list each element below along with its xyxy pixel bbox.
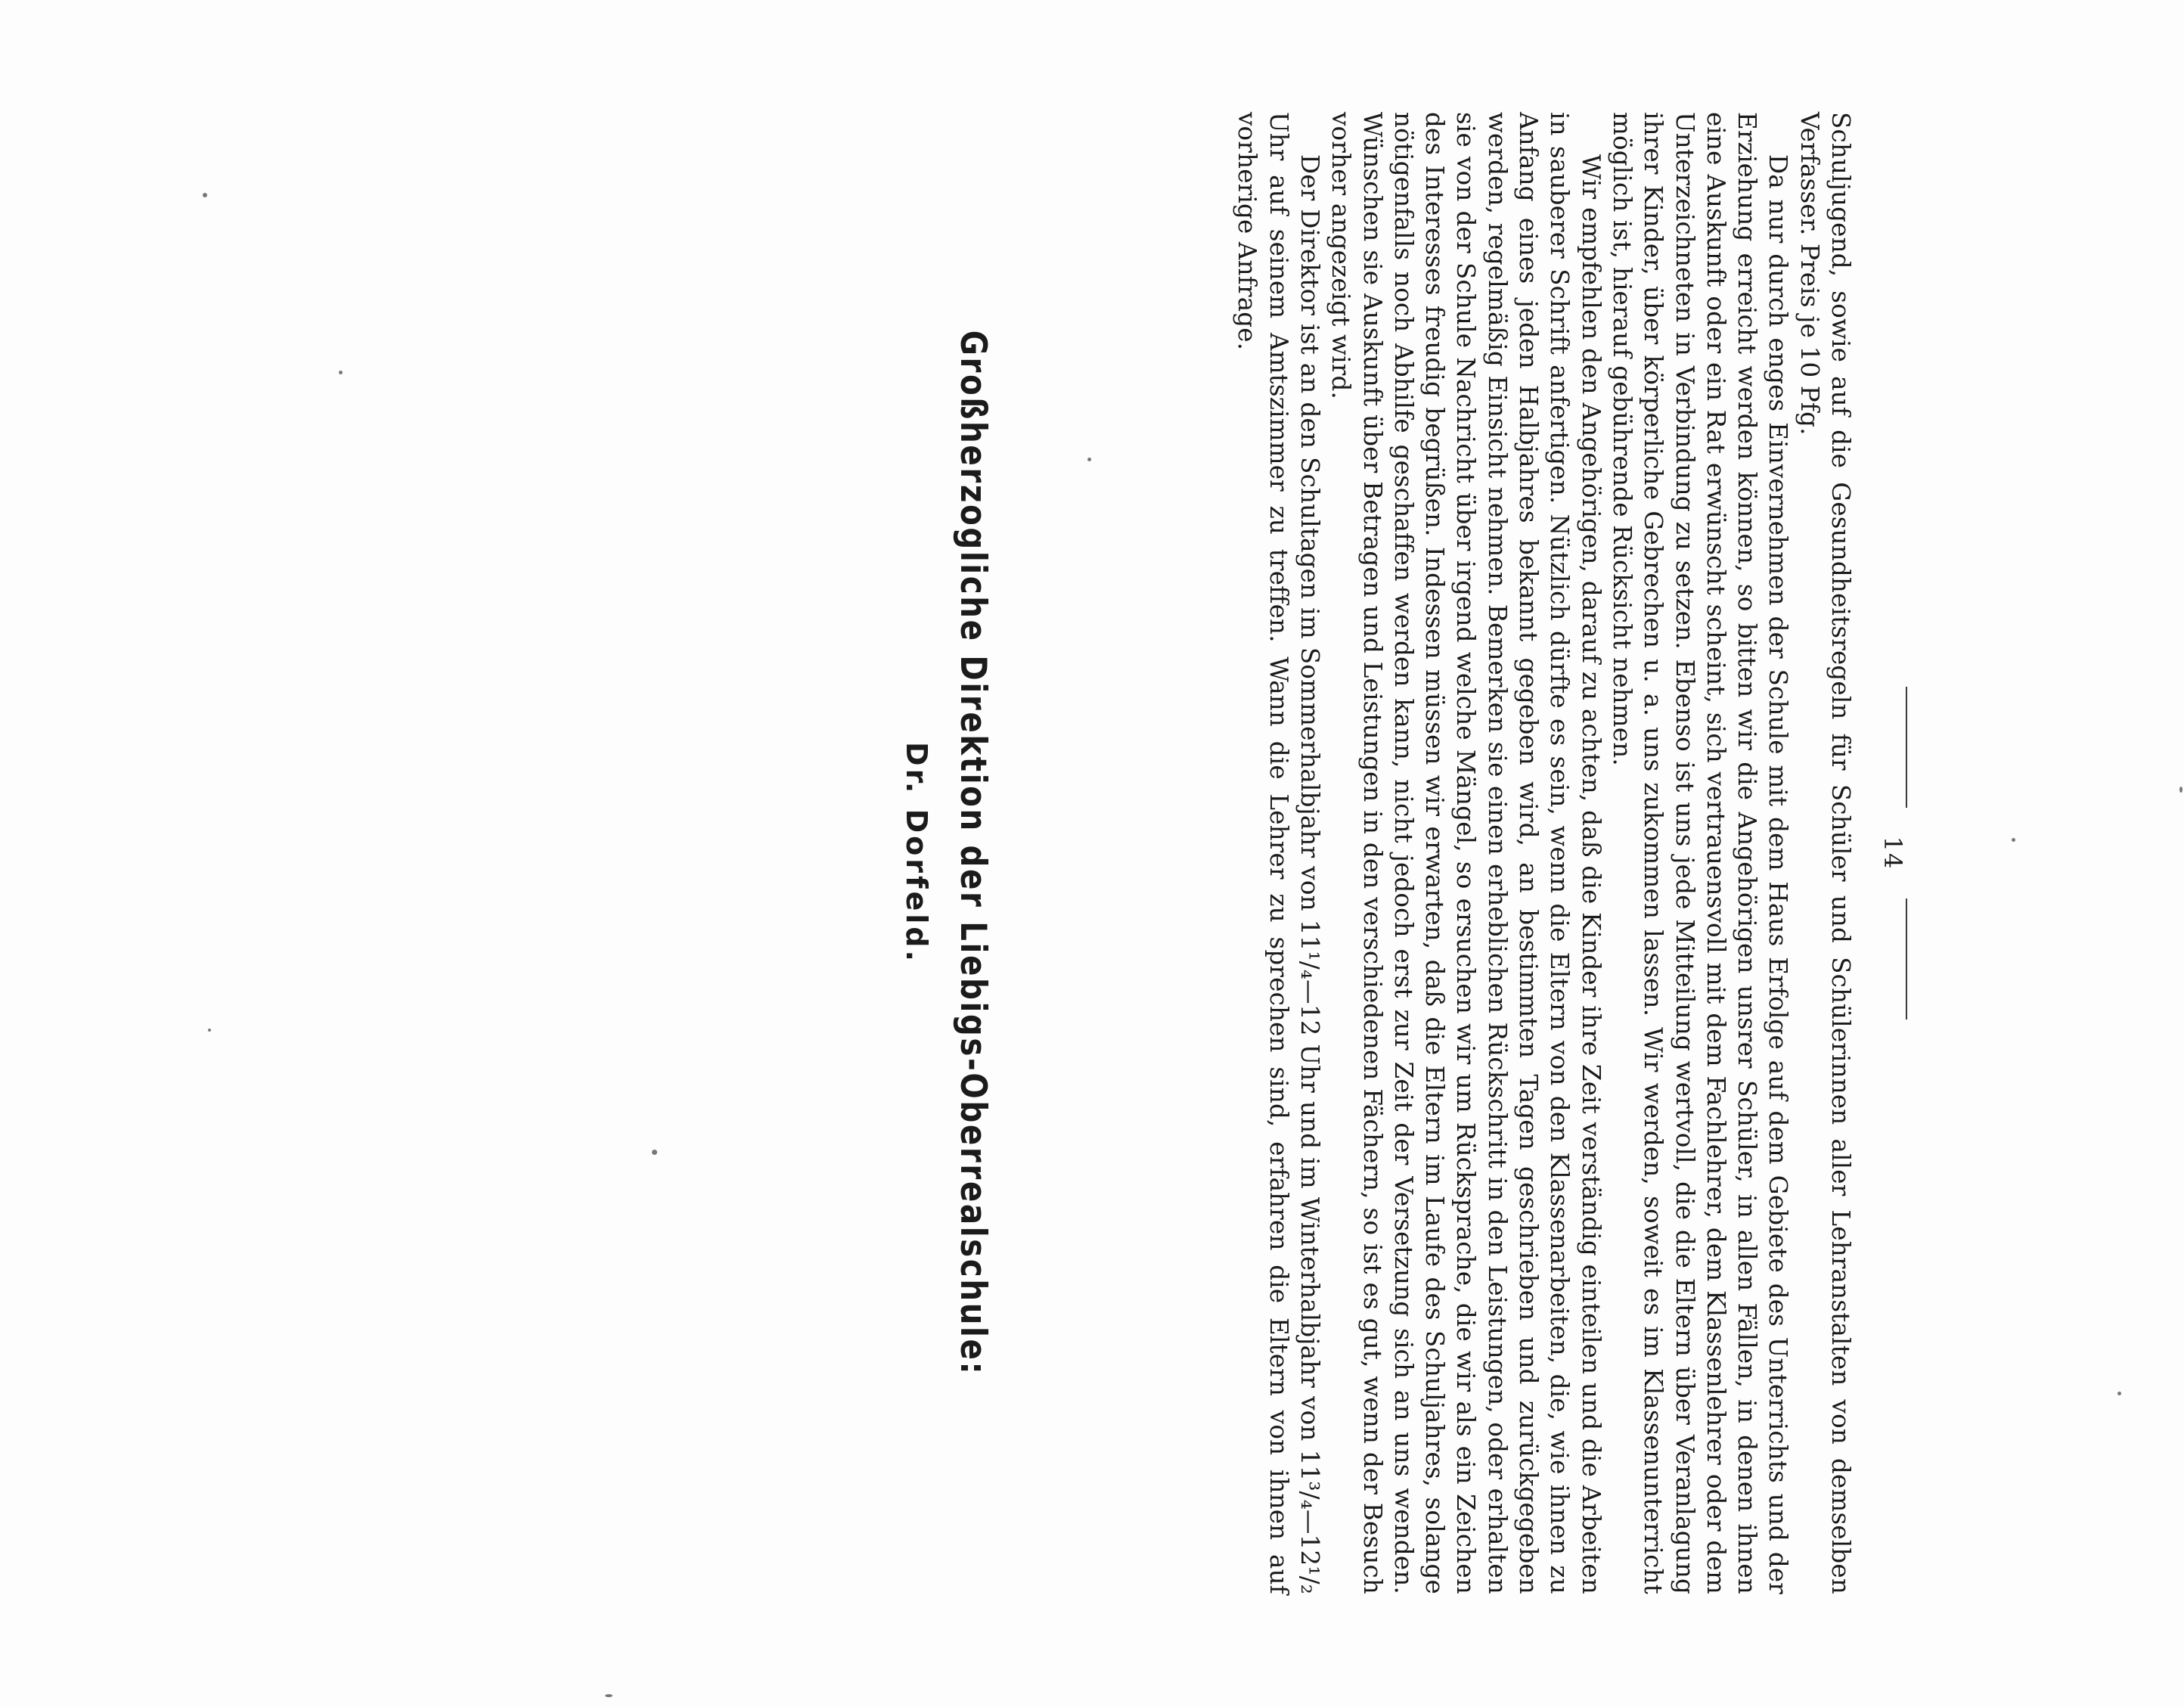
page-number: 14	[1878, 836, 1907, 871]
rotated-page	[832, 82, 1921, 1625]
paragraph-3: Wir empfehlen den Angehörigen, darauf zu achten, daß die Kinder ihre Zeit verständig einteilen und die Arbeiten in sauberer Schrift anfertigen. Nützlich dürfte es sein, wenn die Eltern von den Klassenarbeiten, die, wie ihnen zu Anfang eines jeden Halbjahres bekannt gegeben wird, an bestimmten Tagen geschrieben und zurückgegeben werden, regelmäßig Einsicht nehmen. Bemerken sie einen erheblichen Rückschritt in den Leistungen, oder erhalten sie von der Schule Nachricht über irgend welche Mängel, so ersuchen wir um Rücksprache, die wir als ein Zeichen des Interesses freudig begrüßen. Indessen müssen wir erwarten, daß die Eltern im Laufe des Schuljahres, solange nötigenfalls noch Abhilfe geschaffen werden kann, nicht jedoch erst zur Zeit der Versetzung sich an uns wenden. Wünschen sie Auskunft über Betragen und Leistungen in den verschiedenen Fächern, so ist es gut, wenn der Besuch vorher angezeigt wird.	[1326, 112, 1605, 1594]
signature-person: Dr. Dorfeld.	[900, 742, 933, 964]
scan-speck	[605, 1694, 613, 1697]
scan-speck	[208, 1029, 211, 1032]
scan-speck	[2117, 1392, 2121, 1395]
paragraph-2: Da nur durch enges Einvernehmen der Schule mit dem Haus Erfolge auf dem Gebiete des Unterrichts und der Erziehung erreicht werden können, so bitten wir die Angehörigen unsrer Schüler, in allen Fällen, in denen ihnen eine Auskunft oder ein Rat erwünscht scheint, sich vertrauensvoll mit dem Fachlehrer, dem Klassenlehrer oder dem Unterzeichneten in Verbindung zu setzen. Ebenso ist uns jede Mitteilung wertvoll, die die Eltern über Veranlagung ihrer Kinder, über körperliche Gebrechen u. a. uns zukommen lassen. Wir werden, soweit es im Klassenunterricht möglich ist, hierauf gebührende Rücksicht nehmen.	[1607, 112, 1793, 1594]
page-number-rule-right	[1906, 899, 1907, 1020]
scan-speck	[2012, 838, 2015, 842]
scan-speck	[2179, 787, 2182, 793]
paragraph-4: Der Direktor ist an den Schultagen im Sommerhalbjahr von 11¹/₄—12 Uhr und im Winterhalbjahr von 11³/₄—12¹/₂ Uhr auf seinem Amtszimmer zu treffen. Wann die Lehrer zu sprechen sind, erfahren die Eltern von ihnen auf vorherige Anfrage.	[1233, 112, 1324, 1594]
document-page	[832, 82, 1921, 1625]
scan-speck	[652, 1150, 657, 1155]
scan-speck	[339, 371, 343, 374]
paragraph-1: Schuljugend, sowie auf die Gesundheitsregeln für Schüler und Schülerinnen aller Lehranstalten von demselben Verfasser. Preis je 10 Pfg.	[1795, 112, 1855, 1594]
body-text	[1231, 112, 1856, 1594]
signature-institution: Großherzogliche Direktion der Liebigs-Oberrealschule:	[952, 330, 994, 1376]
scan-speck	[203, 193, 207, 197]
